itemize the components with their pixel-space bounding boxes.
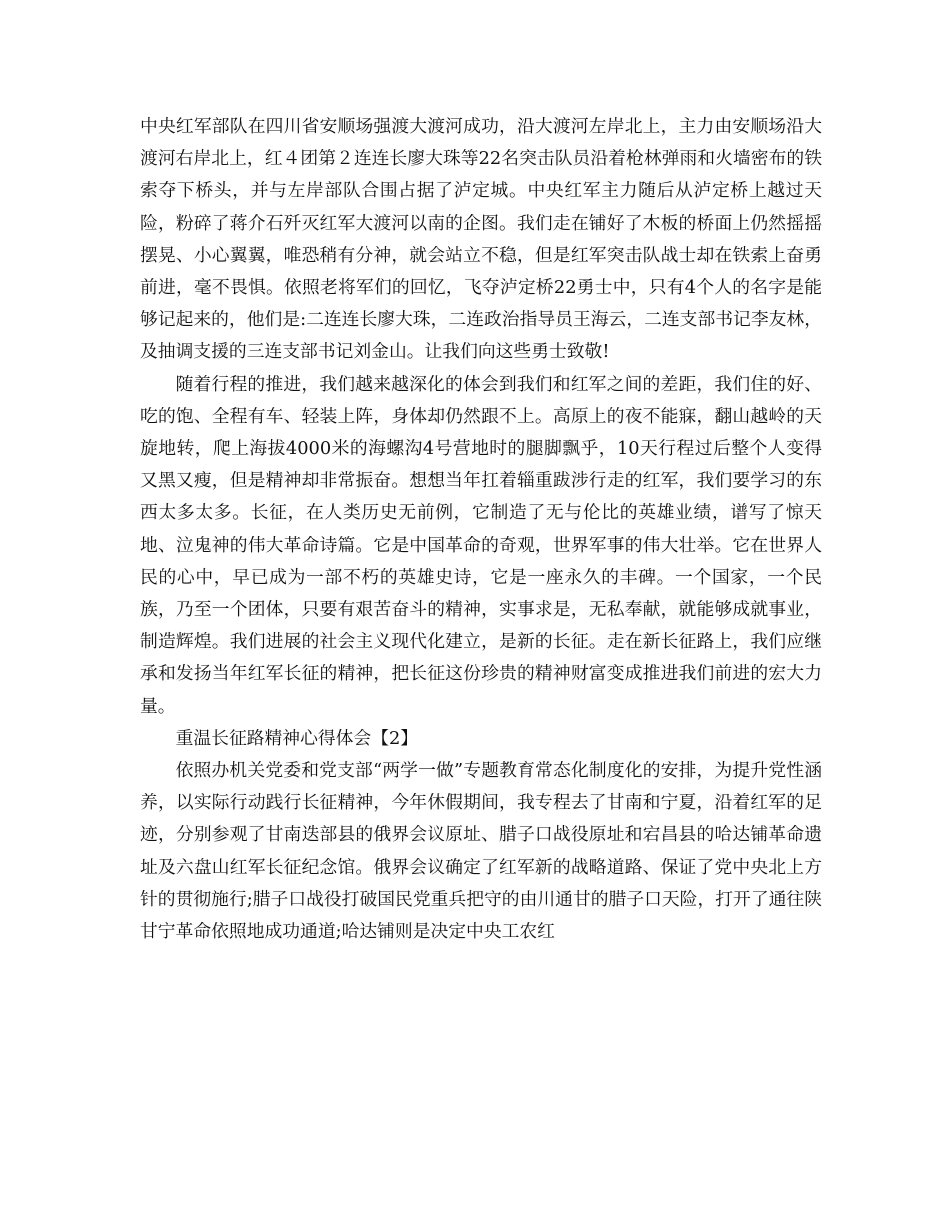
paragraph-long-march-reflection: 随着行程的推进，我们越来越深化的体会到我们和红军之间的差距，我们住的好、吃的饱、全程有车、轻装上阵，身体却仍然跟不上。高原上的夜不能寐，翻山越岭的天旋地转，爬上海拔4000米的海螺沟4号营地时的腿脚飘乎，10天行程过后整个人变得又黑又瘦，但是精神却非常振奋。想想当年扛着辎重跋涉行走的红军，我们要学习的东西太多太多。长征，在人类历史无前例，它制造了无与伦比的英雄业绩，谱写了惊天地、泣鬼神的伟大革命诗篇。它是中国革命的奇观，世界军事的伟大壮举。它在世界人民的心中，早已成为一部不朽的英雄史诗，它是一座永久的丰碑。一个国家，一个民族，乃至一个团体，只要有艰苦奋斗的精神，实事求是，无私奉献，就能够成就事业，制造辉煌。我们进展的社会主义现代化建立，是新的长征。走在新长征路上，我们应继承和发扬当年红军长征的精神，把长征这份珍贵的精神财富变成推进我们前进的宏大力量。 [140,373,822,717]
paragraph-luding-bridge: 中央红军部队在四川省安顺场强渡大渡河成功，沿大渡河左岸北上，主力由安顺场沿大渡河右岸北上，红４团第２连连长廖大珠等22名突击队员沿着枪林弹雨和火墙密布的铁索夺下桥头，并与左岸部队合围占据了泸定城。中央红军主力随后从泸定桥上越过天险，粉碎了蒋介石歼灭红军大渡河以南的企图。我们走在铺好了木板的桥面上仍然摇摇摆晃、小心翼翼，唯恐稍有分神，就会站立不稳，但是红军突击队战士却在铁索上奋勇前进，毫不畏惧。依照老将军们的回忆，飞夺泸定桥22勇士中，只有4个人的名字是能够记起来的，他们是:二连连长廖大珠，二连政治指导员王海云，二连支部书记李友林，及抽调支援的三连支部书记刘金山。让我们向这些勇士致敬! [140,116,822,363]
document-body [140,111,822,948]
section-heading: 重温长征路精神心得体会【2】 [175,727,419,749]
paragraph-study-trip: 依照办机关党委和党支部“两学一做”专题教育常态化制度化的安排，为提升党性涵养，以实际行动践行长征精神，今年休假期间，我专程去了甘南和宁夏，沿着红军的足迹，分别参观了甘南迭部县的俄界会议原址、腊子口战役原址和宕昌县的哈达铺革命遗址及六盘山红军长征纪念馆。俄界会议确定了红军新的战略道路、保证了党中央北上方针的贯彻施行;腊子口战役打破国民党重兵把守的由川通甘的腊子口天险，打开了通往陕甘宁革命依照地成功通道;哈达铺则是决定中央工农红 [140,760,822,943]
